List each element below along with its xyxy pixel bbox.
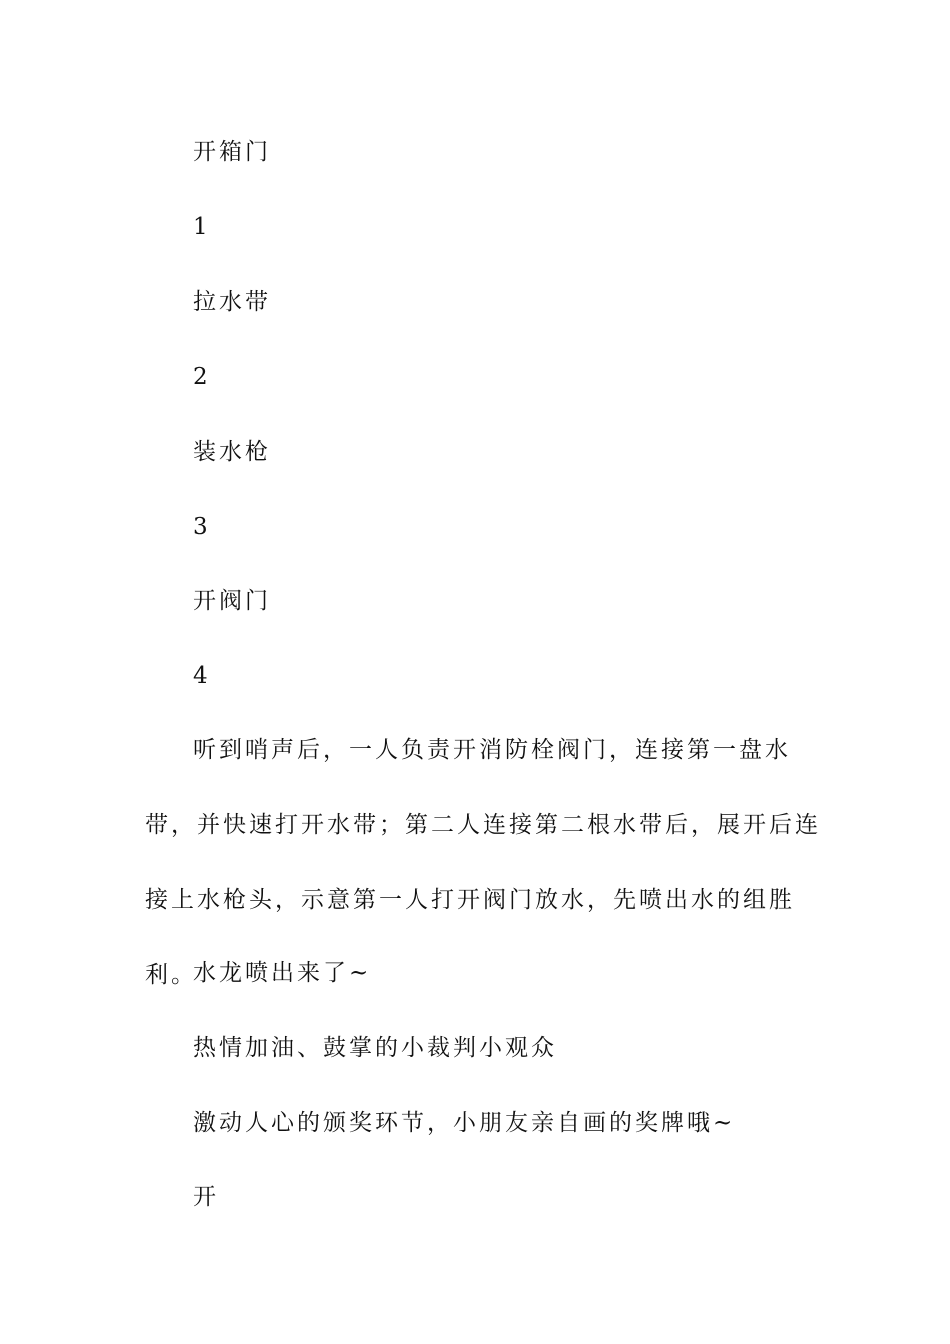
caption-audience: 热情加油、鼓掌的小裁判小观众	[193, 1035, 557, 1061]
caption-award-ceremony: 激动人心的颁奖环节，小朋友亲自画的奖牌哦~	[193, 1110, 736, 1136]
step-label-open-box-door: 开箱门	[193, 139, 271, 165]
step-number-2: 2	[193, 364, 211, 390]
trailing-text: 开	[193, 1184, 219, 1210]
step-label-pull-hose: 拉水带	[193, 289, 271, 315]
step-label-attach-nozzle: 装水枪	[193, 439, 271, 465]
rules-paragraph: 听到哨声后，一人负责开消防栓阀门，连接第一盘水带，并快速打开水带；第二人连接第二根水带后，展开后连接上水枪头，示意第一人打开阀门放水，先喷出水的组胜利。	[145, 737, 821, 988]
step-number-1: 1	[193, 214, 211, 240]
step-label-open-valve: 开阀门	[193, 588, 271, 614]
step-number-4: 4	[193, 663, 211, 689]
caption-water-spray: 水龙喷出来了~	[193, 960, 372, 986]
step-number-3: 3	[193, 514, 211, 540]
